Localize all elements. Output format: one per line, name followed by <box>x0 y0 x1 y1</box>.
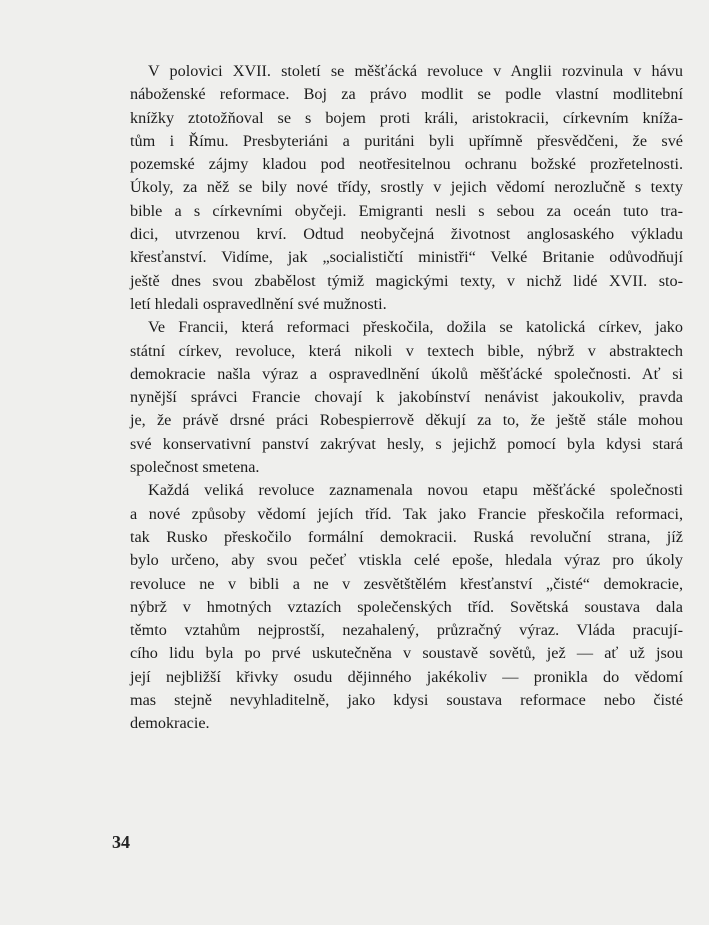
text-line: tak Rusko přeskočilo formální demokracii. Ruská revoluční strana, jíž <box>130 527 683 546</box>
text-line: demokracie. <box>130 714 210 733</box>
text-line: dici, utvrzenou krví. Odtud neobyčejná životnost anglosaského výkladu <box>130 225 683 244</box>
text-line: bylo určeno, aby svou pečeť vtiskla celé epoše, hledala výraz pro úkoly <box>130 551 683 570</box>
text-line: knížky ztotožňoval se s bojem proti králi, aristokracii, církevním kníža- <box>130 108 683 127</box>
text-line: křesťanství. Vidíme, jak „socialističtí ministři“ Velké Britanie odůvodňují <box>130 248 683 267</box>
text-line: Ve Francii, která reformaci přeskočila, dožila se katolická církev, jako <box>148 318 683 337</box>
paragraph <box>130 316 683 479</box>
text-line: mas stejně nevyhladitelně, jako kdysi soustava reformace nebo čisté <box>130 691 683 710</box>
paragraph <box>130 479 683 735</box>
text-line: cího lidu byla po prvé uskutečněna v soustavě sovětů, jež — ať už jsou <box>130 644 683 663</box>
text-line: bible a s církevními obyčeji. Emigranti nesli s sebou za oceán tuto tra- <box>130 201 683 220</box>
text-line: je, že právě drsné práci Robespierrově děkují za to, že ještě stále mohou <box>130 411 683 430</box>
text-line: její nejbližší křivky osudu dějinného jakékoliv — pronikla do vědomí <box>130 667 683 686</box>
text-line: společnost smetena. <box>130 458 260 477</box>
text-line: V polovici XVII. století se měšťácká revoluce v Anglii rozvinula v hávu <box>148 62 683 80</box>
text-line: Každá veliká revoluce zaznamenala novou etapu měšťácké společnosti <box>148 481 683 500</box>
text-line: a nové způsoby vědomí jejích tříd. Tak jako Francie přeskočila reformaci, <box>130 504 683 523</box>
text-line: těmto vztahům nejprostší, nezahalený, průzračný výraz. Vláda pracují- <box>130 621 683 640</box>
text-line: ještě dnes svou zbabělost týmiž magickými texty, v nichž lidé XVII. sto- <box>130 271 683 290</box>
text-line: nýbrž v hmotných vztazích společenských tříd. Sovětská soustava dala <box>130 597 683 616</box>
body-text <box>130 60 683 736</box>
text-line: své konservativní panství zakrývat hesly, s jejichž pomocí byla kdysi stará <box>130 434 683 453</box>
text-line: letí hledali ospravedlnění své mužnosti. <box>130 294 387 313</box>
text-line: revoluce ne v bibli a ne v zesvětštělém křesťanství „čisté“ demokracie, <box>130 574 683 593</box>
page-number: 34 <box>112 832 130 852</box>
paragraph <box>130 60 683 316</box>
text-line: Úkoly, za něž se bily nové třídy, srostly v jejich vědomí nerozlučně s texty <box>130 178 683 197</box>
text-line: státní církev, revoluce, která nikoli v textech bible, nýbrž v abstraktech <box>130 341 683 360</box>
text-line: tům i Římu. Presbyteriáni a puritáni byli upřímně přesvědčeni, že své <box>130 131 683 150</box>
text-line: náboženské reformace. Boj za právo modlit se podle vlastní modlitební <box>130 85 683 104</box>
text-line: demokracie našla výraz a ospravedlnění úkolů měšťácké společnosti. Ať si <box>130 364 683 383</box>
text-line: pozemské zájmy kladou pod neotřesitelnou ochranu božské prozřetelnosti. <box>130 155 683 174</box>
text-line: nynější správci Francie chovají k jakobínství nenávist jakoukoliv, pravda <box>130 388 683 407</box>
